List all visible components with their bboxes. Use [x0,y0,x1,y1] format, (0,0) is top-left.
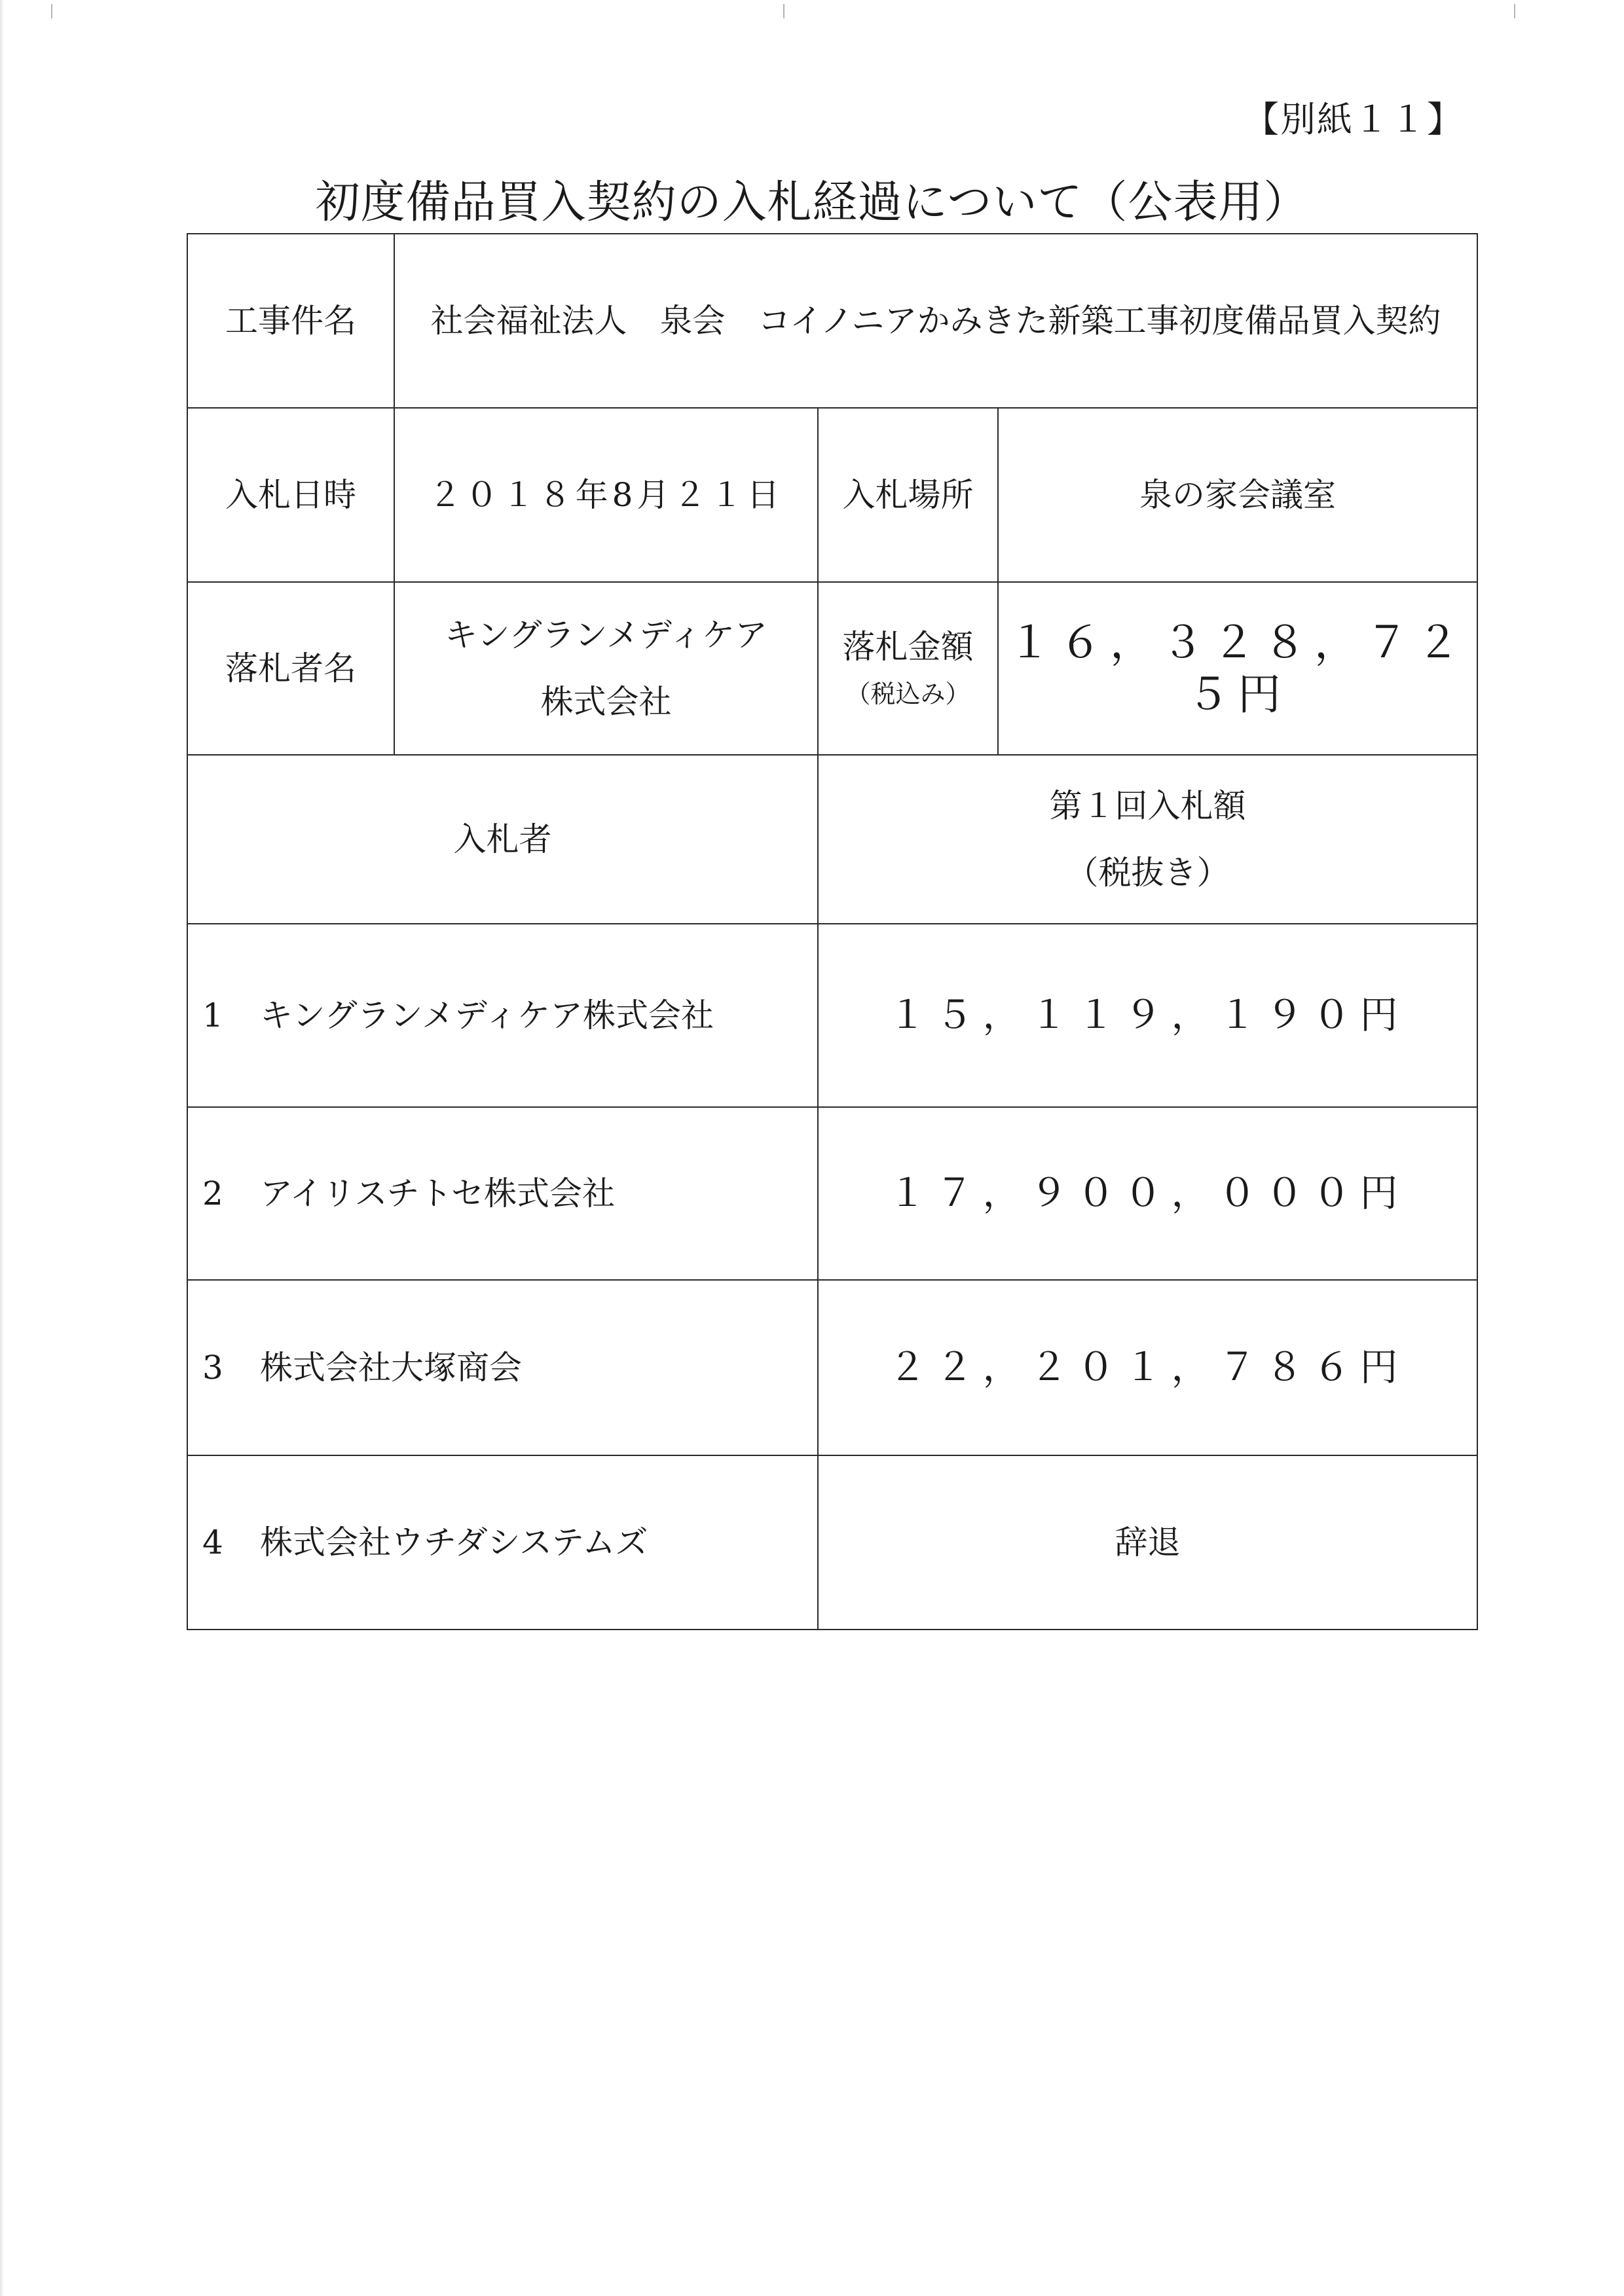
bidder-amount: １７，９００，０００円 [888,1171,1407,1216]
scan-mark [1514,4,1515,18]
scan-mark [51,4,52,18]
winner-label: 落札者名 [187,582,394,755]
bidders-amount-header [818,755,1477,924]
bidder-amount: 辞退 [1115,1523,1181,1561]
table-row [187,924,1477,1107]
bidder-amount-cell [818,1455,1477,1630]
bidder-name-cell [187,924,818,1107]
project-label: 工事件名 [187,234,394,408]
bidder-amount: ２２，２０１，７８６円 [888,1345,1407,1390]
bidder-number: 3 [202,1349,223,1387]
bidders-amount-label: 第１回入札額 [1049,787,1246,825]
bidder-name: アイリスチトセ株式会社 [260,1175,615,1212]
bidder-name-cell [187,1455,818,1630]
winner-name-line2: 株式会社 [540,683,672,721]
table-row [187,1280,1477,1455]
bidder-name: キングランメディケア株式会社 [260,996,714,1034]
bidder-amount-cell [818,1107,1477,1280]
bidder-name: 株式会社ウチダシステムズ [260,1523,648,1561]
project-row [187,234,1477,408]
scan-mark [783,4,784,18]
table-row [187,1107,1477,1280]
winning-amount-label: 落札金額 [842,628,974,666]
scan-edge [0,0,4,2296]
bidder-name-cell [187,1107,818,1280]
winning-amount-value [998,582,1477,755]
bid-place-label: 入札場所 [818,408,998,582]
winner-name [394,582,818,755]
bid-date-label: 入札日時 [187,408,394,582]
winning-amount-text: １６，３２８，７２５円 [1008,617,1467,720]
winner-name-line1: キングランメディケア [445,616,767,654]
bidder-name-cell [187,1280,818,1455]
bidders-header-row [187,755,1477,924]
attachment-label: 【別紙１１】 [1244,99,1464,140]
bid-result-table [187,233,1478,1630]
bid-place-value: 泉の家会議室 [998,408,1477,582]
bidder-amount-cell [818,924,1477,1107]
bidder-name: 株式会社大塚商会 [260,1349,522,1387]
winning-amount-label-cell [818,582,998,755]
winner-row [187,582,1477,755]
bidders-amount-note: （税抜き） [1065,854,1230,892]
project-value: 社会福祉法人 泉会 コイノニアかみきた新築工事初度備品買入契約 [394,234,1477,408]
bid-date-value: ２０１８年8月２１日 [394,408,818,582]
bidder-amount: １５，１１９，１９０円 [888,993,1407,1038]
bidder-number: 2 [202,1175,223,1212]
bidder-number: 4 [202,1523,223,1561]
page-title: 初度備品買入契約の入札経過について（公表用） [315,177,1309,228]
table-row [187,1455,1477,1630]
bidder-number: 1 [202,996,223,1034]
bidder-amount-cell [818,1280,1477,1455]
date-place-row [187,408,1477,582]
winning-amount-note: （税込み） [845,680,970,709]
bidders-header-label: 入札者 [187,755,818,924]
